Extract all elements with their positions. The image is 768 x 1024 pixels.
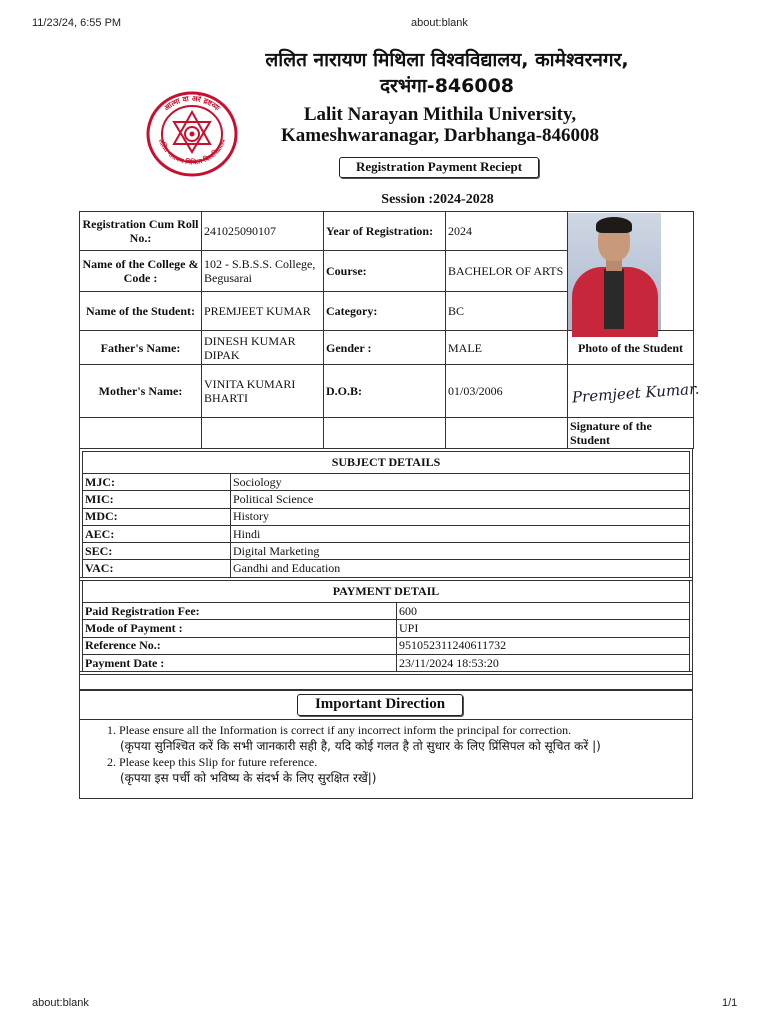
direction-item-2-hindi: (कृपया इस पर्ची को भविष्य के संदर्भ के लिए सुरक्षित रखें|) bbox=[120, 771, 377, 785]
spacer-row bbox=[79, 671, 693, 690]
payment-value: 951052311240611732 bbox=[397, 637, 690, 654]
category-value: BC bbox=[446, 292, 568, 331]
subject-name: Gandhi and Education bbox=[231, 560, 690, 577]
reg-no-label: Registration Cum Roll No.: bbox=[80, 212, 202, 251]
category-label: Category: bbox=[324, 292, 446, 331]
direction-list bbox=[107, 723, 687, 787]
table-row bbox=[83, 543, 690, 560]
university-name-hindi bbox=[247, 47, 647, 99]
father-name-label: Father's Name: bbox=[80, 331, 202, 365]
course-value: BACHELOR OF ARTS bbox=[446, 251, 568, 292]
payment-label: Reference No.: bbox=[83, 637, 397, 654]
subject-name: Hindi bbox=[231, 525, 690, 542]
seal-bottom-text: ललित नारायण मिथिला विश्वविद्यालय bbox=[157, 138, 227, 167]
payment-value: 600 bbox=[397, 603, 690, 620]
subject-code: MIC: bbox=[83, 491, 231, 508]
subject-code: VAC: bbox=[83, 560, 231, 577]
university-name-english-line2: Kameshwaranagar, Darbhanga-846008 bbox=[280, 125, 600, 146]
subject-name: History bbox=[231, 508, 690, 525]
signature-label: Signature of the Student bbox=[568, 418, 694, 449]
table-row bbox=[83, 525, 690, 542]
payment-label: Paid Registration Fee: bbox=[83, 603, 397, 620]
payment-detail-section bbox=[79, 577, 693, 675]
university-name-english-line1: Lalit Narayan Mithila University, bbox=[303, 104, 577, 125]
table-row bbox=[83, 508, 690, 525]
session-label: Session :2024-2028 bbox=[381, 192, 494, 207]
college-value: 102 - S.B.S.S. College, Begusarai bbox=[202, 251, 324, 292]
student-name-label: Name of the Student: bbox=[80, 292, 202, 331]
subject-code: MJC: bbox=[83, 474, 231, 491]
table-row bbox=[83, 603, 690, 620]
university-name-english bbox=[262, 104, 618, 146]
table-row bbox=[80, 365, 694, 418]
university-name-hindi-line2: दरभंगा-846008 bbox=[379, 75, 515, 97]
subject-details-title: SUBJECT DETAILS bbox=[83, 452, 690, 474]
direction-item-1: 1. Please ensure all the Information is correct if any incorrect inform the principal for correction. bbox=[107, 723, 572, 737]
subject-name: Digital Marketing bbox=[231, 543, 690, 560]
student-signature-image bbox=[568, 366, 700, 416]
signature-cell bbox=[568, 365, 700, 418]
print-header-title: about:blank bbox=[411, 17, 468, 29]
payment-value: 23/11/2024 18:53:20 bbox=[397, 654, 690, 671]
table-row bbox=[83, 637, 690, 654]
student-name-value: PREMJEET KUMAR bbox=[202, 292, 324, 331]
print-header-datetime: 11/23/24, 6:55 PM bbox=[32, 17, 122, 29]
university-name-hindi-line1: ललित नारायण मिथिला विश्वविद्यालय, कामेश्वरनगर, bbox=[265, 49, 629, 71]
important-direction-header bbox=[80, 691, 692, 720]
seal-top-text: आत्मा वा अरे द्रष्टव्यः bbox=[162, 93, 222, 113]
table-row bbox=[83, 474, 690, 491]
direction-item-1-hindi: (कृपया सुनिश्चित करें कि सभी जानकारी सही है, यदि कोई गलत है तो सुधार के लिए प्रिंसिपल को सूचित करें |) bbox=[120, 739, 601, 753]
payment-label: Mode of Payment : bbox=[83, 620, 397, 637]
important-direction-section bbox=[79, 690, 693, 799]
university-seal-logo bbox=[145, 90, 239, 178]
table-row bbox=[83, 654, 690, 671]
photo-label: Photo of the Student bbox=[568, 331, 694, 365]
receipt-title: Registration Payment Reciept bbox=[339, 157, 539, 178]
empty-cell bbox=[202, 418, 324, 449]
subject-details-section bbox=[79, 448, 693, 581]
payment-value: UPI bbox=[397, 620, 690, 637]
table-row bbox=[80, 212, 694, 251]
student-photo bbox=[568, 213, 661, 330]
print-footer-page: 1/1 bbox=[722, 997, 738, 1009]
year-label: Year of Registration: bbox=[324, 212, 446, 251]
empty-cell bbox=[80, 418, 202, 449]
subject-code: AEC: bbox=[83, 525, 231, 542]
gender-label: Gender : bbox=[324, 331, 446, 365]
college-label: Name of the College & Code : bbox=[80, 251, 202, 292]
table-row bbox=[83, 491, 690, 508]
important-direction-title: Important Direction bbox=[297, 694, 463, 716]
student-details-table bbox=[79, 211, 700, 449]
course-label: Course: bbox=[324, 251, 446, 292]
reg-no-value: 241025090107 bbox=[202, 212, 324, 251]
subject-details-table bbox=[82, 451, 690, 578]
payment-detail-table bbox=[82, 580, 690, 672]
photo-cell bbox=[568, 212, 694, 331]
subject-name: Sociology bbox=[231, 474, 690, 491]
empty-cell bbox=[324, 418, 446, 449]
year-value: 2024 bbox=[446, 212, 568, 251]
subject-name: Political Science bbox=[231, 491, 690, 508]
print-footer-url: about:blank bbox=[32, 997, 89, 1009]
subject-code: MDC: bbox=[83, 508, 231, 525]
direction-item-2: 2. Please keep this Slip for future reference. bbox=[107, 755, 318, 769]
subject-code: SEC: bbox=[83, 543, 231, 560]
mother-name-label: Mother's Name: bbox=[80, 365, 202, 418]
mother-name-value: VINITA KUMARI BHARTI bbox=[202, 365, 324, 418]
payment-label: Payment Date : bbox=[83, 654, 397, 671]
payment-detail-title: PAYMENT DETAIL bbox=[83, 581, 690, 603]
signature-text: Premjeet Kumar. bbox=[571, 379, 700, 407]
table-row bbox=[83, 560, 690, 577]
gender-value: MALE bbox=[446, 331, 568, 365]
table-row bbox=[83, 620, 690, 637]
dob-value: 01/03/2006 bbox=[446, 365, 568, 418]
father-name-value: DINESH KUMAR DIPAK bbox=[202, 331, 324, 365]
empty-cell bbox=[446, 418, 568, 449]
table-row bbox=[80, 418, 694, 449]
dob-label: D.O.B: bbox=[324, 365, 446, 418]
